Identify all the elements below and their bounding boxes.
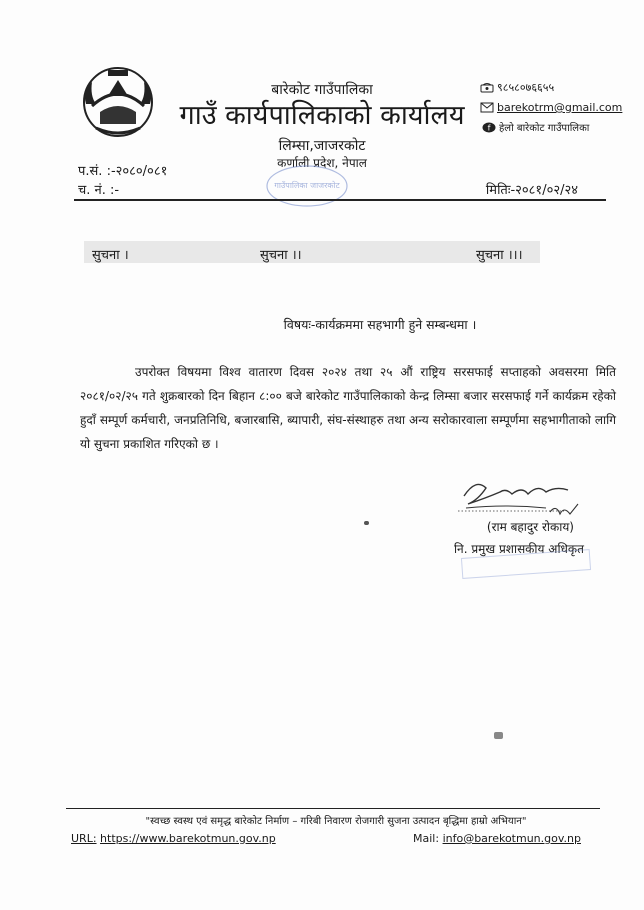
municipality-name: बारेकोट गाउँपालिका [271, 82, 373, 98]
stamp-text: गाउँपालिका जाजरकोट [274, 181, 340, 190]
contact-email [480, 101, 622, 114]
facebook-icon [482, 122, 496, 133]
signatory-title: नि. प्रमुख प्रशासकीय अधिकृत [453, 542, 584, 556]
signatory-name: (राम बहादुर रोकाय) [486, 520, 574, 534]
header-divider [74, 199, 606, 201]
mail-label: Mail: [413, 832, 440, 845]
letter-subject: विषयः-कार्यक्रममा सहभागी हुने सम्बन्धमा । [283, 317, 477, 332]
notice-label-2: सुचना ।। [260, 248, 302, 263]
office-title: गाउँ कार्यपालिकाको कार्यालय [179, 100, 465, 131]
dispatch-number: च. नं. :- [78, 183, 120, 198]
contact-facebook [482, 120, 589, 134]
footer-url [71, 832, 276, 845]
footer-mail [413, 832, 581, 845]
designation-stamp [458, 548, 594, 580]
url-label: URL: [71, 832, 97, 845]
letter-date: मितिः-२०८१/०२/२४ [485, 183, 578, 198]
phone-number: ९८५८०७६६५५ [497, 81, 555, 94]
reference-number: प.सं. :-२०८०/०८१ [78, 164, 168, 179]
address-line-2: कर्णाली प्रदेश, नेपाल [277, 156, 367, 170]
footer-slogan: "स्वच्छ स्वस्थ एवं समृद्ध बारेकोट निर्माण – गरिबी निवारण रोजगारी सुजना उत्पादन बृद्धिमा हाम्रो अभियान" [145, 816, 527, 827]
email-icon [480, 102, 494, 113]
email-address[interactable]: barekotrm@gmail.com [497, 101, 623, 114]
footer-divider [66, 808, 600, 809]
notice-label-1: सुचना । [92, 248, 129, 263]
letter-body: उपरोक्त विषयमा विश्व वातारण दिवस २०२४ तथा २५ औं राष्ट्रिय सरसफाई सप्ताहको अवसरमा मिति २०८१/०२/२५ गते शुक्रबारको दिन बिहान ८:०० बजे बारेकोट गाउँपालिकाको केन्द्र लिम्सा बजार सरसफाई गर्ने कार्यक्रम रहेको हुदाँ सम्पूर्ण कर्मचारी, जनप्रतिनिधि, बजारबासि, ब्यापारी, संघ-संस्थाहरु तथा अन्य सरोकारवाला सम्पूर्णमा सहभागीताको लागि यो सुचना प्रकाशित गरिएको छ । [80, 365, 616, 451]
address-line-1: लिम्सा,जाजरकोट [278, 138, 366, 154]
svg-text:f: f [487, 123, 491, 132]
notice-banner [84, 241, 540, 263]
scan-speck [364, 521, 369, 525]
contact-phone [480, 80, 554, 95]
scan-speck [494, 732, 503, 739]
phone-icon [480, 82, 494, 93]
website-link[interactable]: https://www.barekotmun.gov.np [100, 832, 276, 845]
facebook-page[interactable]: हेलो बारेकोट गाउँपालिका [499, 123, 590, 134]
mail-link[interactable]: info@barekotmun.gov.np [442, 832, 581, 845]
notice-label-3: सुचना ।।। [476, 248, 523, 263]
signature-mark [456, 474, 586, 522]
